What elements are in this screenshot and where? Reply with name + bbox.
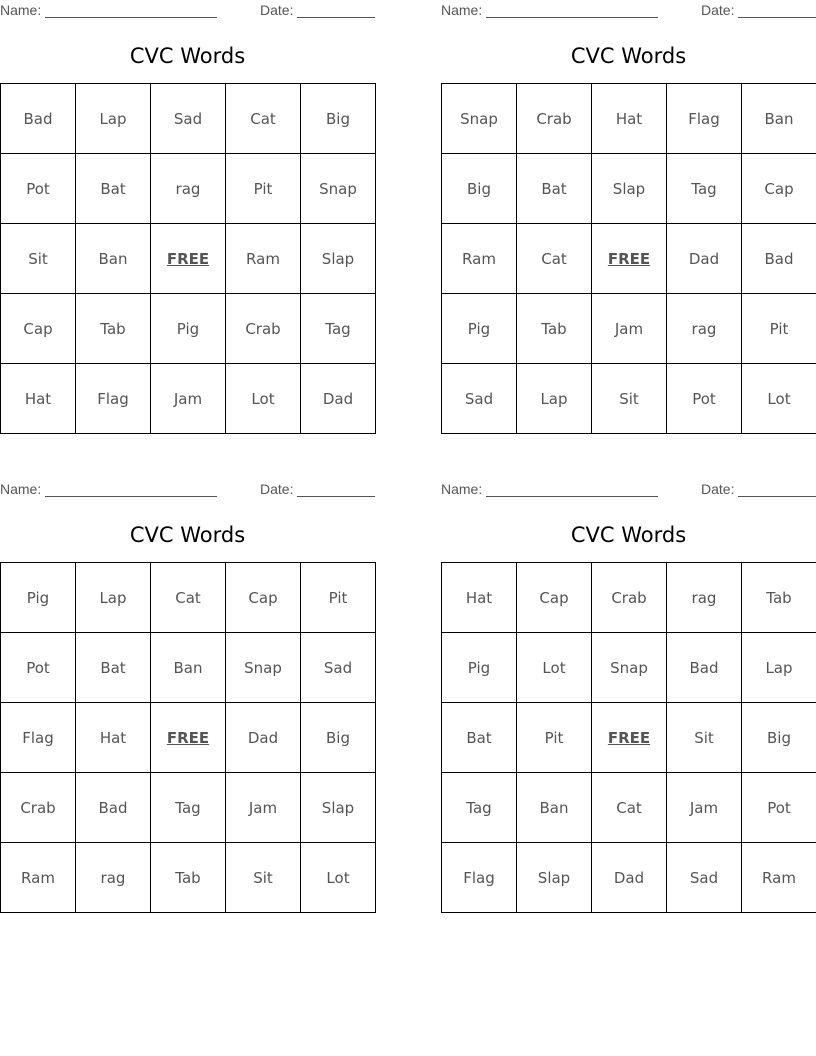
grid-cell[interactable]: Pit — [301, 563, 376, 633]
bingo-grid — [441, 562, 816, 913]
grid-row — [1, 843, 376, 913]
grid-cell[interactable]: Pit — [226, 154, 301, 224]
grid-cell[interactable]: Hat — [76, 703, 151, 773]
grid-cell[interactable]: Hat — [1, 364, 76, 434]
grid-row — [442, 703, 816, 773]
grid-row — [1, 364, 376, 434]
grid-cell[interactable]: Lap — [517, 364, 592, 434]
grid-cell[interactable]: Hat — [442, 563, 517, 633]
grid-cell[interactable]: Cat — [151, 563, 226, 633]
grid-row — [1, 633, 376, 703]
grid-cell[interactable]: Ram — [442, 224, 517, 294]
grid-cell[interactable]: Cap — [1, 294, 76, 364]
name-line[interactable] — [486, 482, 658, 497]
grid-row — [442, 294, 816, 364]
grid-cell[interactable]: Flag — [667, 84, 742, 154]
grid-cell[interactable]: Slap — [301, 224, 376, 294]
grid-cell[interactable]: Slap — [517, 843, 592, 913]
name-field[interactable] — [441, 2, 658, 18]
grid-cell[interactable]: Crab — [592, 563, 667, 633]
grid-cell[interactable]: Snap — [442, 84, 517, 154]
grid-cell[interactable]: Flag — [1, 703, 76, 773]
grid-cell[interactable]: Bad — [76, 773, 151, 843]
grid-cell[interactable]: Bat — [76, 633, 151, 703]
grid-cell[interactable]: Snap — [592, 633, 667, 703]
name-field[interactable] — [441, 481, 658, 497]
grid-cell[interactable]: Crab — [1, 773, 76, 843]
grid-cell[interactable]: Flag — [76, 364, 151, 434]
header-fields — [441, 2, 816, 20]
date-line[interactable] — [297, 3, 375, 18]
free-space-cell[interactable]: FREE — [151, 224, 226, 294]
date-field[interactable] — [260, 481, 375, 497]
name-line[interactable] — [486, 3, 658, 18]
grid-cell[interactable]: Ram — [742, 843, 816, 913]
grid-cell[interactable]: rag — [76, 843, 151, 913]
grid-cell[interactable]: Dad — [592, 843, 667, 913]
date-label: Date: — [701, 481, 735, 497]
grid-cell[interactable]: Sad — [301, 633, 376, 703]
bingo-card-1 — [0, 0, 375, 435]
grid-cell[interactable]: Dad — [301, 364, 376, 434]
date-label: Date: — [260, 481, 294, 497]
name-label: Name: — [441, 2, 483, 18]
grid-cell[interactable]: Bat — [442, 703, 517, 773]
grid-cell[interactable]: Jam — [226, 773, 301, 843]
grid-cell[interactable]: Tag — [442, 773, 517, 843]
grid-cell[interactable]: Tab — [742, 563, 816, 633]
card-title: CVC Words — [129, 523, 246, 547]
grid-row — [1, 224, 376, 294]
free-space-cell[interactable]: FREE — [151, 703, 226, 773]
date-field[interactable] — [701, 481, 816, 497]
grid-cell[interactable]: Lap — [76, 563, 151, 633]
date-line[interactable] — [297, 482, 375, 497]
name-line[interactable] — [45, 3, 217, 18]
grid-cell[interactable]: Ban — [76, 224, 151, 294]
grid-row — [1, 563, 376, 633]
date-label: Date: — [701, 2, 735, 18]
name-label: Name: — [0, 481, 42, 497]
grid-row — [442, 364, 816, 434]
grid-cell[interactable]: Bat — [517, 154, 592, 224]
grid-cell[interactable]: Tab — [76, 294, 151, 364]
grid-cell[interactable]: rag — [151, 154, 226, 224]
grid-cell[interactable]: Pit — [517, 703, 592, 773]
grid-cell[interactable]: Sit — [1, 224, 76, 294]
grid-row — [1, 154, 376, 224]
name-line[interactable] — [45, 482, 217, 497]
grid-cell[interactable]: Lot — [226, 364, 301, 434]
grid-cell[interactable]: Sad — [667, 843, 742, 913]
card-title: CVC Words — [129, 44, 246, 68]
grid-cell[interactable]: Cat — [517, 224, 592, 294]
grid-row — [442, 154, 816, 224]
grid-cell[interactable]: Sad — [442, 364, 517, 434]
date-line[interactable] — [738, 482, 816, 497]
grid-cell[interactable]: Sit — [226, 843, 301, 913]
header-fields — [441, 481, 816, 499]
grid-row — [442, 224, 816, 294]
grid-cell[interactable]: Slap — [592, 154, 667, 224]
grid-cell[interactable]: Pig — [442, 294, 517, 364]
free-space-cell[interactable]: FREE — [592, 224, 667, 294]
grid-cell[interactable]: Tab — [151, 843, 226, 913]
grid-cell[interactable]: Bad — [1, 84, 76, 154]
grid-cell[interactable]: Cat — [592, 773, 667, 843]
grid-row — [442, 563, 816, 633]
grid-cell[interactable]: Lot — [517, 633, 592, 703]
grid-cell[interactable]: Big — [442, 154, 517, 224]
grid-cell[interactable]: Cap — [226, 563, 301, 633]
grid-cell[interactable]: Bad — [742, 224, 816, 294]
grid-cell[interactable]: Pig — [1, 563, 76, 633]
card-title: CVC Words — [570, 523, 687, 547]
bingo-card-2 — [441, 0, 816, 435]
card-title: CVC Words — [570, 44, 687, 68]
name-field[interactable] — [0, 2, 217, 18]
date-line[interactable] — [738, 3, 816, 18]
grid-row — [1, 703, 376, 773]
grid-cell[interactable]: Pot — [1, 154, 76, 224]
grid-cell[interactable]: Ram — [226, 224, 301, 294]
grid-cell[interactable]: Flag — [442, 843, 517, 913]
bingo-grid — [0, 83, 376, 434]
bingo-card-3 — [0, 479, 375, 914]
name-label: Name: — [0, 2, 42, 18]
grid-cell[interactable]: Lap — [742, 633, 816, 703]
grid-cell[interactable]: Lap — [76, 84, 151, 154]
grid-cell[interactable]: Tag — [301, 294, 376, 364]
grid-cell[interactable]: Dad — [226, 703, 301, 773]
grid-cell[interactable]: Big — [301, 703, 376, 773]
grid-cell[interactable]: Cap — [742, 154, 816, 224]
grid-cell[interactable]: Jam — [151, 364, 226, 434]
grid-cell[interactable]: Snap — [226, 633, 301, 703]
grid-cell[interactable]: rag — [667, 294, 742, 364]
grid-row — [1, 84, 376, 154]
grid-cell[interactable]: Crab — [226, 294, 301, 364]
grid-cell[interactable]: Big — [301, 84, 376, 154]
grid-cell[interactable]: Jam — [667, 773, 742, 843]
grid-cell[interactable]: Slap — [301, 773, 376, 843]
grid-cell[interactable]: Bat — [76, 154, 151, 224]
grid-row — [442, 84, 816, 154]
grid-cell[interactable]: Pig — [151, 294, 226, 364]
date-field[interactable] — [260, 2, 375, 18]
grid-row — [442, 773, 816, 843]
grid-cell[interactable]: Pot — [1, 633, 76, 703]
grid-cell[interactable]: Sit — [667, 703, 742, 773]
grid-cell[interactable]: Ban — [742, 84, 816, 154]
name-field[interactable] — [0, 481, 217, 497]
grid-cell[interactable]: Dad — [667, 224, 742, 294]
grid-cell[interactable]: Lot — [301, 843, 376, 913]
grid-cell[interactable]: Crab — [517, 84, 592, 154]
grid-cell[interactable]: Sad — [151, 84, 226, 154]
free-space-cell[interactable]: FREE — [592, 703, 667, 773]
grid-cell[interactable]: Hat — [592, 84, 667, 154]
name-label: Name: — [441, 481, 483, 497]
grid-cell[interactable]: Pit — [742, 294, 816, 364]
bingo-grid — [0, 562, 376, 913]
grid-cell[interactable]: Lot — [742, 364, 816, 434]
grid-cell[interactable]: Jam — [592, 294, 667, 364]
date-label: Date: — [260, 2, 294, 18]
grid-cell[interactable]: Ban — [517, 773, 592, 843]
grid-row — [1, 773, 376, 843]
grid-cell[interactable]: Sit — [592, 364, 667, 434]
grid-cell[interactable]: Cat — [226, 84, 301, 154]
grid-cell[interactable]: Tab — [517, 294, 592, 364]
grid-cell[interactable]: Snap — [301, 154, 376, 224]
bingo-card-4 — [441, 479, 816, 914]
bingo-grid — [441, 83, 816, 434]
grid-cell[interactable]: Pot — [667, 364, 742, 434]
grid-cell[interactable]: Big — [742, 703, 816, 773]
grid-row — [1, 294, 376, 364]
date-field[interactable] — [701, 2, 816, 18]
grid-cell[interactable]: Pig — [442, 633, 517, 703]
grid-cell[interactable]: Tag — [151, 773, 226, 843]
grid-cell[interactable]: Cap — [517, 563, 592, 633]
header-fields — [0, 481, 375, 499]
grid-row — [442, 633, 816, 703]
grid-cell[interactable]: Pot — [742, 773, 816, 843]
grid-cell[interactable]: Ram — [1, 843, 76, 913]
grid-cell[interactable]: Bad — [667, 633, 742, 703]
grid-row — [442, 843, 816, 913]
grid-cell[interactable]: rag — [667, 563, 742, 633]
header-fields — [0, 2, 375, 20]
grid-cell[interactable]: Tag — [667, 154, 742, 224]
grid-cell[interactable]: Ban — [151, 633, 226, 703]
